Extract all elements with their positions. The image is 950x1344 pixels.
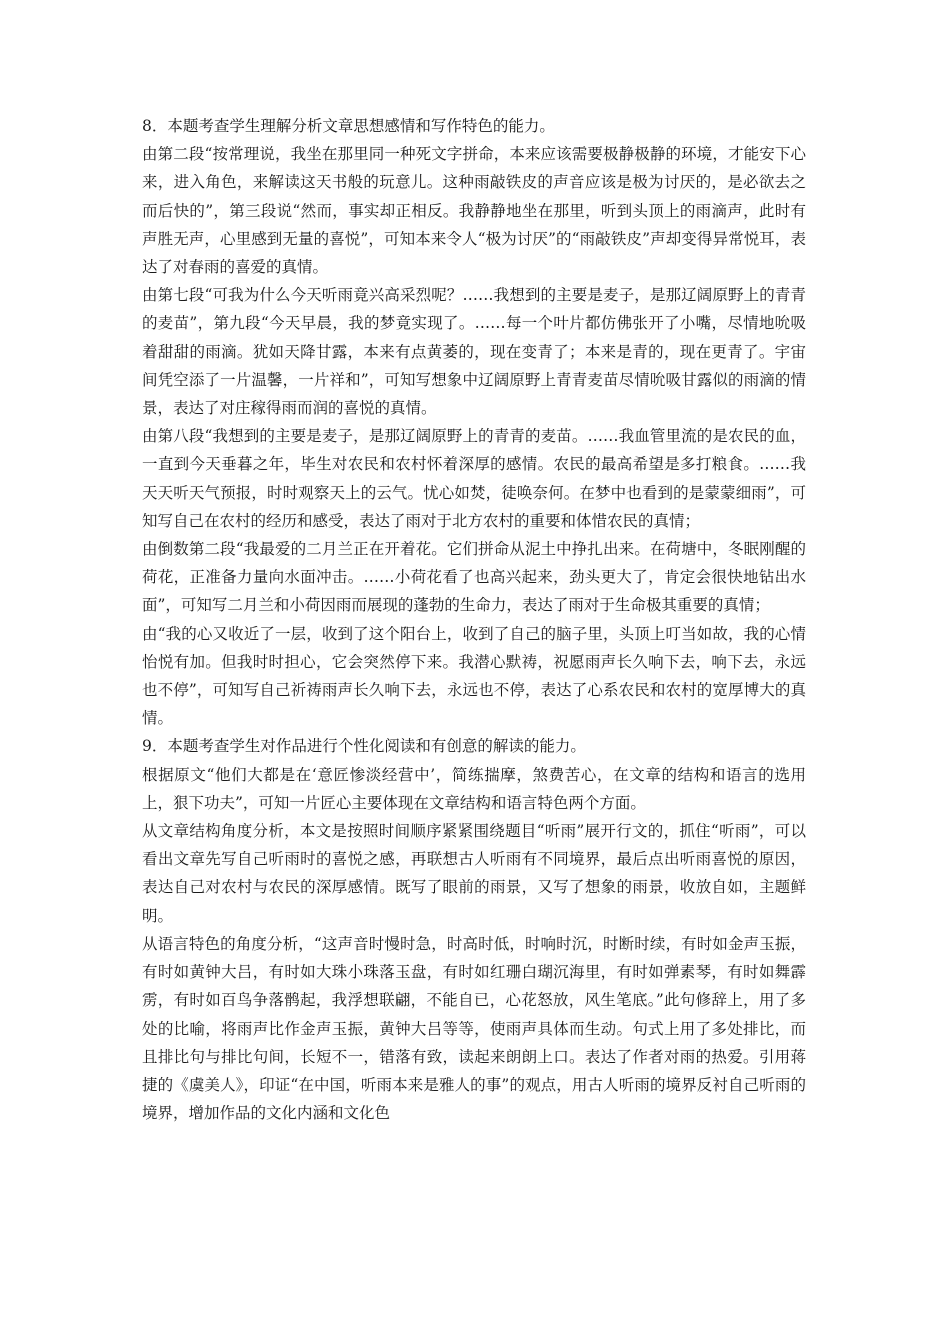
question-9-paragraph-3: 从语言特色的角度分析，“这声音时慢时急，时高时低，时响时沉，时断时续，有时如金声玉振，有时如黄钟大吕，有时如大珠小珠落玉盘，有时如红珊白瑚沉海里，有时如弹素琴，有时如舞霹雳，有时如百鸟争落鹘起，我浮想联翩，不能自已，心花怒放，风生笔底。”此句修辞上，用了多处的比喻，将雨声比作金声玉振，黄钟大吕等等，使雨声具体而生动。句式上用了多处排比，而且排比句与排比句间，长短不一，错落有致，读起来朗朗上口。表达了作者对雨的热爱。引用蒋捷的《虞美人》，印证“在中国，听雨本来是雅人的事”的观点，用古人听雨的境界反衬自己听雨的境界，增加作品的文化内涵和文化色 — [142, 934, 806, 1123]
question-9-paragraph-1: 根据原文“他们大都是在‘意匠惨淡经营中’，简练揣摩，煞费苦心，在文章的结构和语言的选用上，狠下功夫”，可知一片匠心主要体现在文章结构和语言特色两个方面。 — [142, 765, 806, 812]
question-9-paragraph-2: 从文章结构角度分析，本文是按照时间顺序紧紧围绕题目“听雨”展开行文的，抓住“听雨”，可以看出文章先写自己听雨时的喜悦之感，再联想古人听雨有不同境界，最后点出听雨喜悦的原因，表达自己对农村与农民的深厚感情。既写了眼前的雨景，又写了想象的雨景，收放自如，主题鲜明。 — [142, 822, 806, 925]
question-8-paragraph-1: 由第二段“按常理说，我坐在那里同一种死文字拼命，本来应该需要极静极静的环境，才能安下心来，进入角色，来解读这天书般的玩意儿。这种雨敲铁皮的声音应该是极为讨厌的，是必欲去之而后快的”，第三段说“然而，事实却正相反。我静静地坐在那里，听到头顶上的雨滴声，此时有声胜无声，心里感到无量的喜悦”，可知本来令人“极为讨厌”的“雨敲铁皮”声却变得异常悦耳，表达了对春雨的喜爱的真情。 — [142, 145, 806, 277]
question-8-paragraph-4: 由倒数第二段“我最爱的二月兰正在开着花。它们拼命从泥土中挣扎出来。在荷塘中，冬眠刚醒的荷花，正准备力量向水面冲击。……小荷花看了也高兴起来，劲头更大了，肯定会很快地钻出水面”，可知写二月兰和小荷因雨而展现的蓬勃的生命力，表达了雨对于生命极其重要的真情； — [142, 540, 806, 615]
question-8-paragraph-3: 由第八段“我想到的主要是麦子，是那辽阔原野上的青青的麦苗。……我血管里流的是农民的血，一直到今天垂暮之年，毕生对农民和农村怀着深厚的感情。农民的最高希望是多打粮食。……我天天听天气预报，时时观察天上的云气。忧心如焚，徒唤奈何。在梦中也看到的是蒙蒙细雨”，可知写自己在农村的经历和感受，表达了雨对于北方农村的重要和体惜农民的真情； — [142, 427, 806, 530]
answer-text-block — [142, 112, 806, 1127]
question-9-heading: 9．本题考查学生对作品进行个性化阅读和有创意的解读的能力。 — [142, 737, 586, 756]
question-8-paragraph-5: 由“我的心又收近了一层，收到了这个阳台上，收到了自己的脑子里，头顶上叮当如故，我的心情怡悦有加。但我时时担心，它会突然停下来。我潜心默祷，祝愿雨声长久响下去，响下去，永远也不停”，可知写自己祈祷雨声长久响下去，永远也不停，表达了心系农民和农村的宽厚博大的真情。 — [142, 624, 806, 728]
question-8-heading: 8．本题考查学生理解分析文章思想感情和写作特色的能力。 — [142, 117, 555, 135]
question-8-paragraph-2: 由第七段“可我为什么今天听雨竟兴高采烈呢？……我想到的主要是麦子，是那辽阔原野上的青青的麦苗”，第九段“今天早晨，我的梦竟实现了。……每一个叶片都仿佛张开了小嘴，尽情地吮吸着甜甜的雨滴。犹如天降甘露，本来有点黄萎的，现在变青了；本来是青的，现在更青了。宇宙间凭空添了一片温馨，一片祥和”，可知写想象中辽阔原野上青青麦苗尽情吮吸甘露似的雨滴的情景，表达了对庄稼得雨而润的喜悦的真情。 — [142, 286, 806, 418]
